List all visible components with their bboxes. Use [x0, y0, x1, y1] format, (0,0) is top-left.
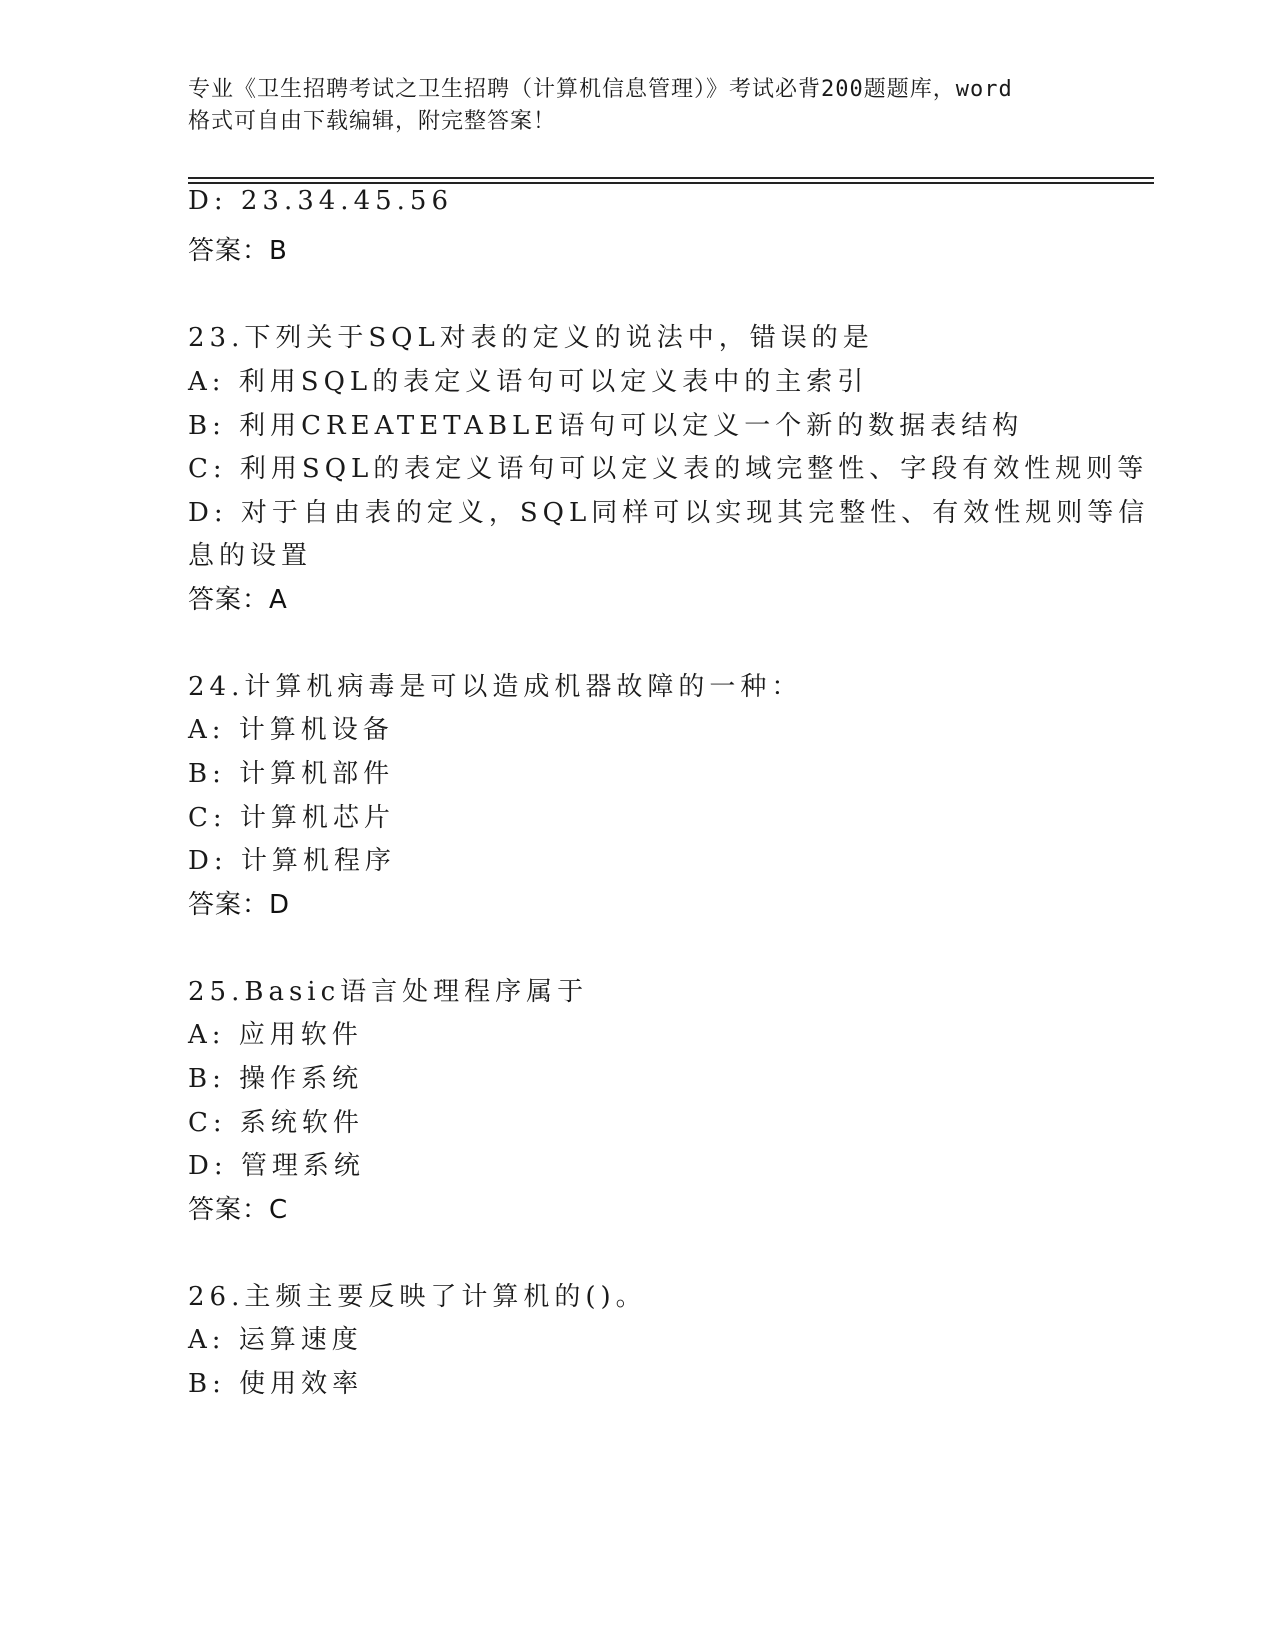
q23-question: 23.下列关于SQL对表的定义的说法中，错误的是	[188, 323, 874, 353]
q26-option-b: B: 使用效率	[188, 1369, 364, 1399]
q25-option-b: B: 操作系统	[188, 1064, 364, 1094]
header-title-line-1: 专业《卫生招聘考试之卫生招聘（计算机信息管理）》考试必背200题题库，word	[188, 77, 1013, 102]
q24-option-d: D: 计算机程序	[188, 846, 396, 876]
q26-option-a: A: 运算速度	[188, 1325, 363, 1355]
prev-option-d: D: 23.34.45.56	[188, 186, 453, 216]
q24-option-a: A: 计算机设备	[188, 715, 394, 745]
header-divider-bottom	[188, 182, 1154, 184]
q24-answer: 答案：D	[188, 890, 291, 920]
q25-question: 25.Basic语言处理程序属于	[188, 977, 589, 1007]
document-header	[188, 74, 1088, 138]
q23-option-d-line-2: 息的设置	[188, 541, 313, 571]
q25-option-a: A: 应用软件	[188, 1020, 363, 1050]
q24-question: 24.计算机病毒是可以造成机器故障的一种：	[188, 672, 803, 702]
prev-answer: 答案：B	[188, 236, 288, 266]
q23-option-a: A: 利用SQL的表定义语句可以定义表中的主索引	[188, 367, 869, 397]
q23-option-b: B: 利用CREATETABLE语句可以定义一个新的数据表结构	[188, 411, 1024, 441]
header-title-line-2: 格式可自由下载编辑，附完整答案！	[188, 109, 557, 134]
q23-option-c: C: 利用SQL的表定义语句可以定义表的域完整性、字段有效性规则等	[188, 454, 1149, 484]
q25-option-d: D: 管理系统	[188, 1151, 365, 1181]
q26-question: 26.主频主要反映了计算机的()。	[188, 1282, 647, 1312]
q24-option-c: C: 计算机芯片	[188, 803, 395, 833]
q25-answer: 答案：C	[188, 1195, 289, 1225]
q23-answer: 答案：A	[188, 585, 288, 615]
q25-option-c: C: 系统软件	[188, 1108, 364, 1138]
q24-option-b: B: 计算机部件	[188, 759, 395, 789]
header-divider-top	[188, 177, 1154, 179]
q23-option-d-line-1: D: 对于自由表的定义，SQL同样可以实现其完整性、有效性规则等信	[188, 498, 1150, 528]
